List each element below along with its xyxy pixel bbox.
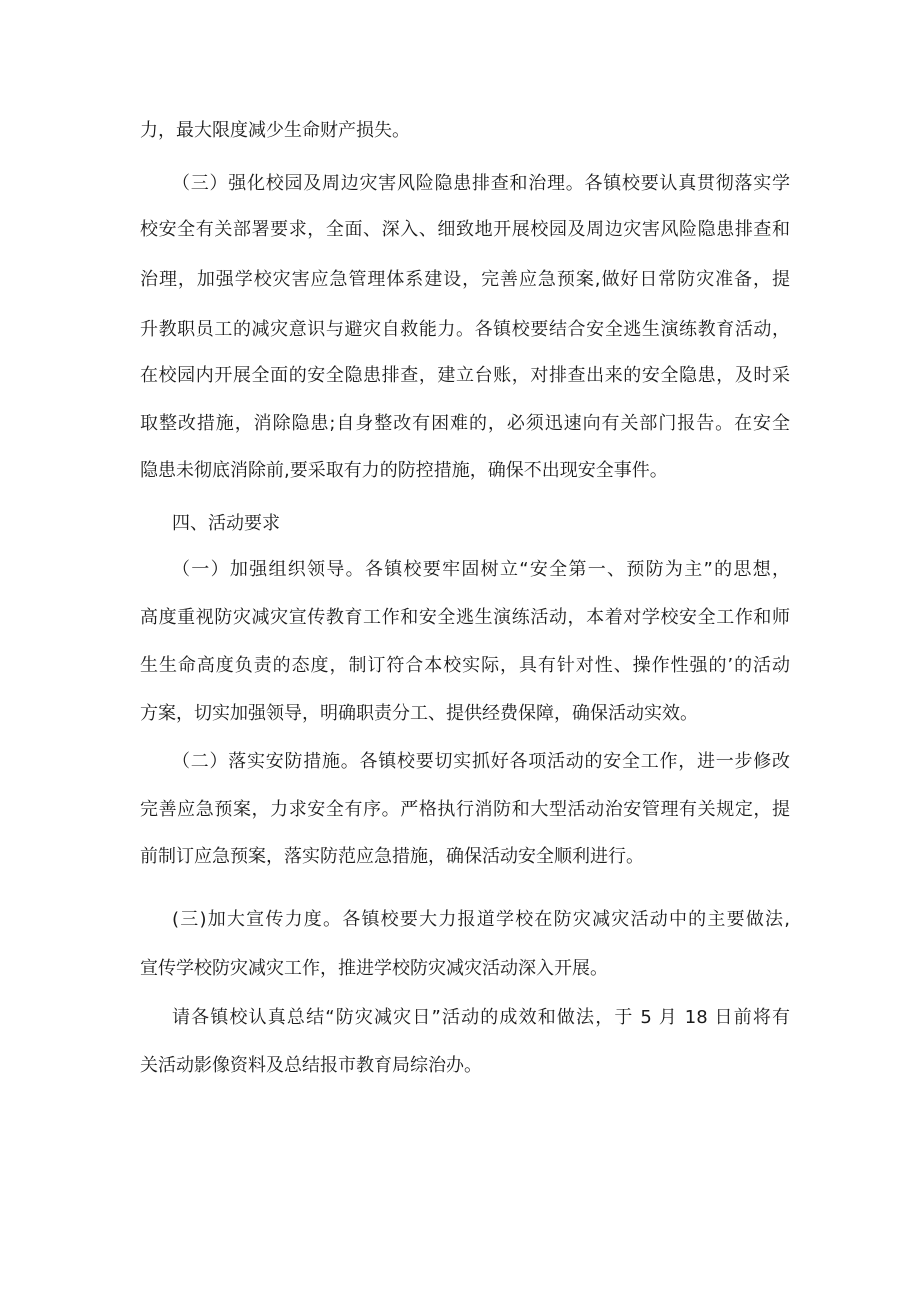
paragraph-line: （三）强化校园及周边灾害风险隐患排查和治理。各镇校要认真贯彻落实学 [172, 173, 790, 194]
paragraph-line: 力，最大限度减少生命财产损失。 [140, 120, 410, 141]
paragraph-line: （二）落实安防措施。各镇校要切实抓好各项活动的安全工作，进一步修改 [172, 751, 790, 772]
paragraph-line: 方案，切实加强领导，明确职责分工、提供经费保障，确保活动实效。 [140, 703, 698, 724]
paragraph-line: 治理，加强学校灾害应急管理体系建设，完善应急预案,做好日常防灾准备，提 [140, 269, 790, 290]
paragraph-line: 升教职员工的减灾意识与避灾自救能力。各镇校要结合安全逃生演练教育活动， [140, 319, 790, 340]
paragraph-line: (三)加大宣传力度。各镇校要大力报道学校在防灾减灾活动中的主要做法, [172, 909, 790, 930]
paragraph-line: 宣传学校防灾减灾工作，推进学校防灾减灾活动深入开展。 [140, 958, 608, 979]
paragraph-line: 生生命高度负责的态度，制订符合本校实际，具有针对性、操作性强的’的活动 [140, 655, 790, 676]
paragraph-line: 请各镇校认真总结“防灾减灾日”活动的成效和做法，于 5 月 18 日前将有 [172, 1007, 790, 1028]
paragraph-line: 完善应急预案，力求安全有序。严格执行消防和大型活动治安管理有关规定，提 [140, 799, 790, 820]
paragraph-line: 校安全有关部署要求，全面、深入、细致地开展校园及周边灾害风险隐患排查和 [140, 219, 790, 240]
paragraph-line: （一）加强组织领导。各镇校要牢固树立“安全第一、预防为主”的思想， [172, 559, 790, 580]
paragraph-line: 在校园内开展全面的安全隐患排查，建立台账，对排查出来的安全隐患，及时采 [140, 365, 790, 386]
section-heading: 四、活动要求 [172, 513, 280, 534]
paragraph-line: 隐患未彻底消除前,要采取有力的防控措施，确保不出现安全事件。 [140, 460, 668, 481]
paragraph-line: 关活动影像资料及总结报市教育局综治办。 [140, 1055, 482, 1076]
paragraph-line: 高度重视防灾减灾宣传教育工作和安全逃生演练活动，本着对学校安全工作和师 [140, 607, 790, 628]
paragraph-line: 前制订应急预案，落实防范应急措施，确保活动安全顺利进行。 [140, 846, 644, 867]
paragraph-line: 取整改措施，消除隐患;自身整改有困难的，必须迅速向有关部门报告。在安全 [140, 413, 790, 434]
